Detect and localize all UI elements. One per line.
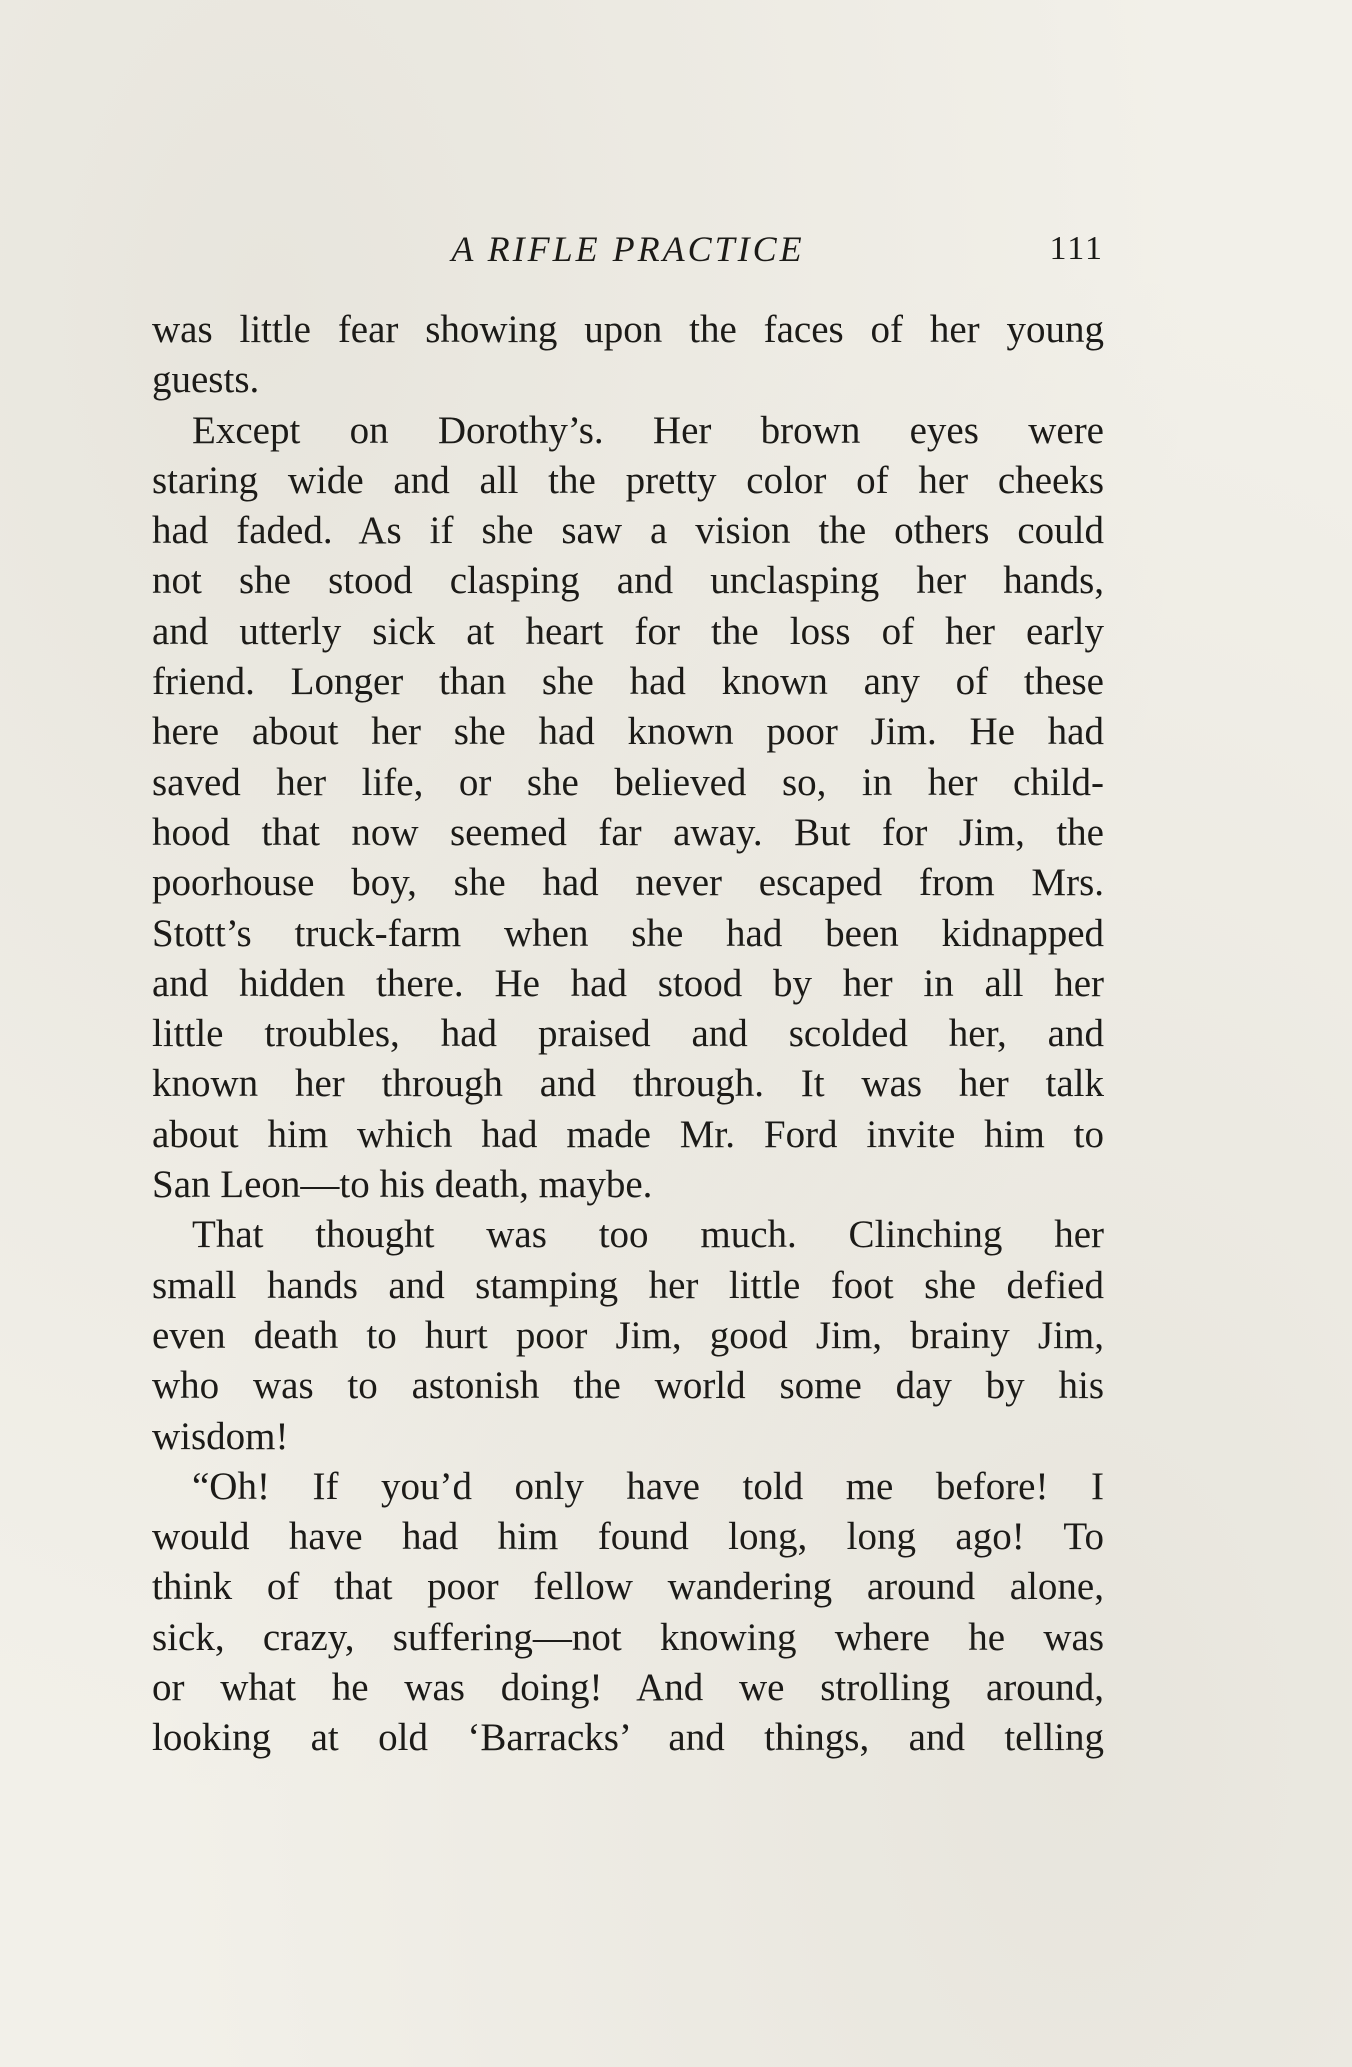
text-line: small hands and stamping her little foot she defied [152,1263,1104,1307]
text-line: think of that poor fellow wandering around alone, [152,1565,1104,1609]
text-line: was little fear showing upon the faces of her young [152,308,1104,351]
text-line: and hidden there. He had stood by her in all her [152,961,1104,1005]
text-line: guests. [152,358,260,402]
text-line: saved her life, or she believed so, in her child- [152,760,1104,804]
text-line: “Oh! If you’d only have told me before! I [192,1464,1104,1508]
text-line: here about her she had known poor Jim. He had [152,710,1104,754]
text-line: even death to hurt poor Jim, good Jim, brainy Jim, [152,1313,1104,1357]
text-line: known her through and through. It was her talk [152,1062,1104,1106]
body-text [152,305,1104,1764]
text-line: or what he was doing! And we strolling around, [152,1666,1104,1710]
running-head [152,224,1104,274]
text-line: who was to astonish the world some day by his [152,1364,1104,1408]
text-line: not she stood clasping and unclasping her hands, [152,559,1104,603]
text-line: sick, crazy, suffering—not knowing where he was [152,1615,1104,1659]
text-line: Except on Dorothy’s. Her brown eyes were [192,408,1104,452]
text-line: That thought was too much. Clinching her [192,1213,1104,1257]
text-line: had faded. As if she saw a vision the others could [152,509,1104,553]
text-line: San Leon—to his death, maybe. [152,1163,653,1207]
page-number: 111 [1049,230,1104,267]
text-line: looking at old ‘Barracks’ and things, and telling [152,1716,1104,1760]
running-title: A RIFLE PRACTICE [451,229,805,269]
text-line: wisdom! [152,1414,289,1458]
text-line: would have had him found long, long ago! To [152,1515,1104,1559]
text-line: poorhouse boy, she had never escaped from Mrs. [152,861,1104,905]
text-line: hood that now seemed far away. But for Jim, the [152,810,1104,854]
text-line: and utterly sick at heart for the loss of her early [152,609,1104,653]
text-line: little troubles, had praised and scolded her, and [152,1012,1104,1056]
text-line: about him which had made Mr. Ford invite him to [152,1112,1104,1156]
text-line: Stott’s truck-farm when she had been kidnapped [152,911,1104,955]
text-line: staring wide and all the pretty color of her cheeks [152,458,1104,502]
text-line: friend. Longer than she had known any of these [152,660,1104,704]
